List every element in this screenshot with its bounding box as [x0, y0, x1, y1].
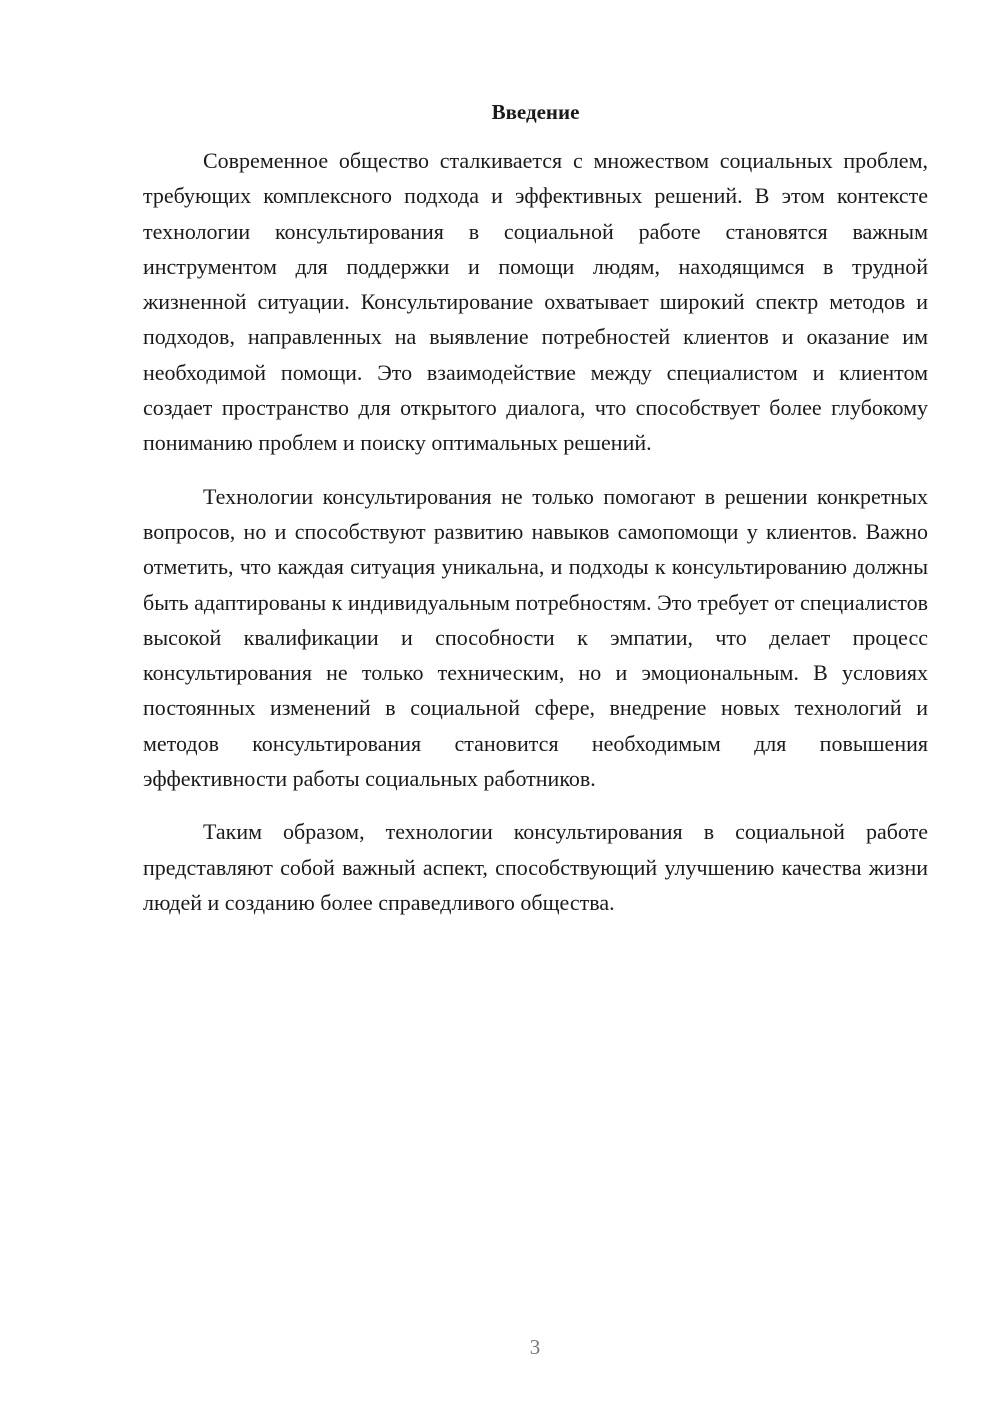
paragraph-1: Современное общество сталкивается с множеством социальных проблем, требующих комплексного подхода и эффективных решений. В этом контексте технологии консультирования в социальной работе становятся важным инструментом для поддержки и помощи людям, находящимся в трудной жизненной ситуации. Консультирование охватывает широкий спектр методов и подходов, направленных на выявление потребностей клиентов и оказание им необходимой помощи. Это взаимодействие между специалистом и клиентом создает пространство для открытого диалога, что способствует более глубокому пониманию проблем и поиску оптимальных решений.	[143, 148, 928, 456]
section-heading: Введение	[491, 100, 580, 124]
page-number: 3	[529, 1335, 541, 1359]
paragraph-2: Технологии консультирования не только помогают в решении конкретных вопросов, но и способствуют развитию навыков самопомощи у клиентов. Важно отметить, что каждая ситуация уникальна, и подходы к консультированию должны быть адаптированы к индивидуальным потребностям. Это требует от специалистов высокой квалификации и способности к эмпатии, что делает процесс консультирования не только техническим, но и эмоциональным. В условиях постоянных изменений в социальной сфере, внедрение новых технологий и методов консультирования становится необходимым для повышения эффективности работы социальных работников.	[143, 483, 928, 792]
body-text	[143, 143, 928, 938]
paragraph-3: Таким образом, технологии консультирования в социальной работе представляют собой важный аспект, способствующий улучшению качества жизни людей и созданию более справедливого общества.	[143, 819, 928, 915]
